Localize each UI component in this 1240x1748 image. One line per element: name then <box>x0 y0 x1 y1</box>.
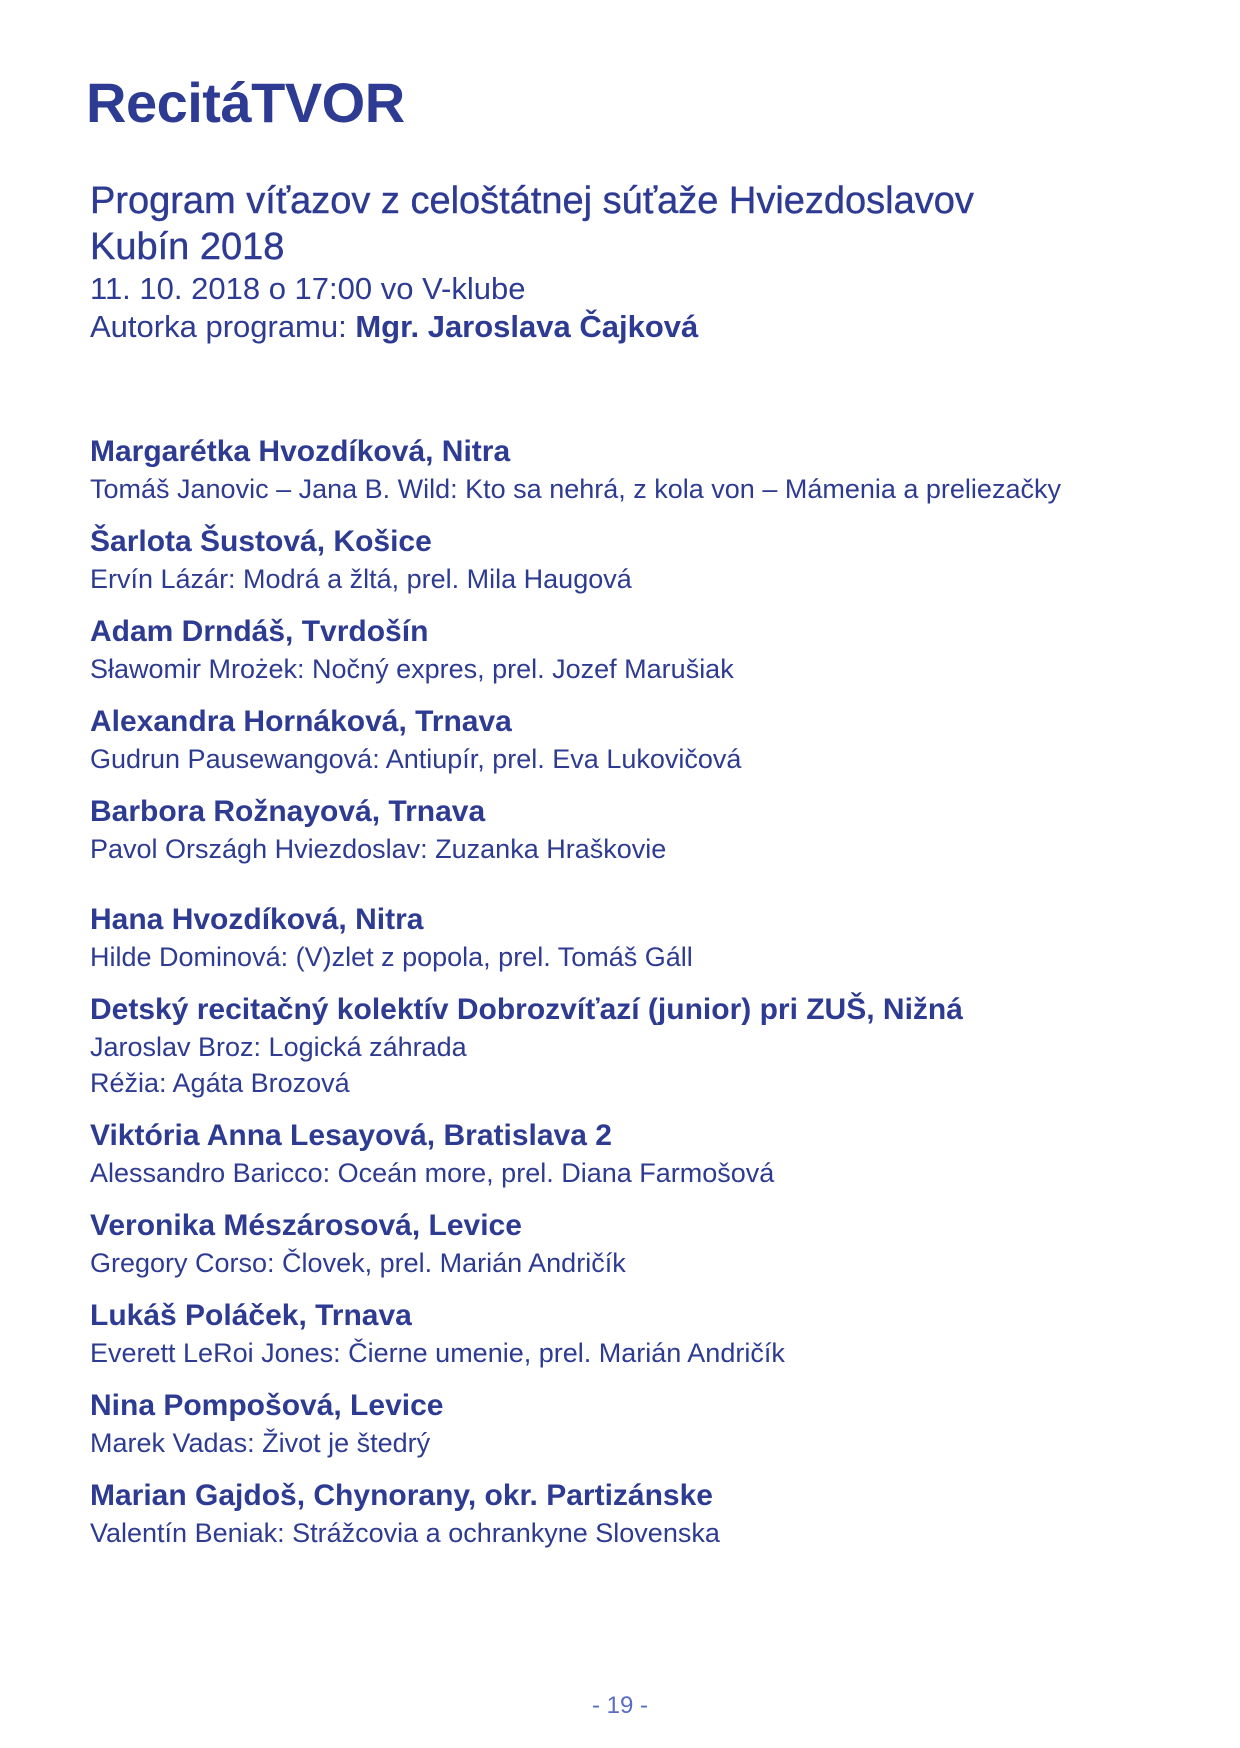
performer-entry <box>90 793 1210 867</box>
performer-name: Hana Hvozdíková, Nitra <box>90 903 424 936</box>
performer-entry <box>90 433 1210 507</box>
author-name: Mgr. Jaroslava Čajková <box>355 309 699 344</box>
performer-direction: Réžia: Agáta Brozová <box>90 1068 350 1098</box>
event-title-line-1: Program víťazov z celoštátnej súťaže Hviezdoslavov <box>90 180 974 222</box>
brand-title: RecitáTVOR <box>86 71 405 134</box>
performer-work: Everett LeRoi Jones: Čierne umenie, prel. Marián Andričík <box>90 1338 785 1368</box>
performer-work: Gregory Corso: Človek, prel. Marián Andričík <box>90 1248 626 1278</box>
performer-entry <box>90 901 1210 975</box>
performer-name: Marian Gajdoš, Chynorany, okr. Partizánske <box>90 1479 713 1512</box>
performer-name: Margarétka Hvozdíková, Nitra <box>90 435 511 468</box>
performer-name: Nina Pompošová, Levice <box>90 1389 444 1422</box>
performer-name: Alexandra Hornáková, Trnava <box>90 705 512 738</box>
performer-work: Marek Vadas: Život je štedrý <box>90 1428 431 1458</box>
performer-work: Alessandro Baricco: Oceán more, prel. Diana Farmošová <box>90 1158 775 1188</box>
performer-entry <box>90 703 1210 777</box>
performer-name: Detský recitačný kolektív Dobrozvíťazí (junior) pri ZUŠ, Nižná <box>90 993 963 1026</box>
performer-entry <box>90 1477 1210 1551</box>
performer-entry <box>90 1297 1210 1371</box>
performer-name: Lukáš Poláček, Trnava <box>90 1299 412 1332</box>
event-title-line-2: Kubín 2018 <box>90 226 285 268</box>
performer-entry <box>90 1387 1210 1461</box>
performer-work: Gudrun Pausewangová: Antiupír, prel. Eva Lukovičová <box>90 744 742 774</box>
event-header <box>90 178 1170 346</box>
performer-list <box>90 433 1210 1551</box>
performer-work: Pavol Országh Hviezdoslav: Zuzanka Hraškovie <box>90 834 667 864</box>
performer-name: Veronika Mészárosová, Levice <box>90 1209 522 1242</box>
performer-work: Tomáš Janovic – Jana B. Wild: Kto sa nehrá, z kola von – Mámenia a preliezačky <box>90 474 1061 504</box>
performer-entry <box>90 613 1210 687</box>
author-label: Autorka programu: <box>90 309 356 344</box>
performer-work: Hilde Dominová: (V)zlet z popola, prel. Tomáš Gáll <box>90 942 693 972</box>
performer-name: Barbora Rožnayová, Trnava <box>90 795 486 828</box>
performer-entry <box>90 991 1210 1101</box>
page-number: - 19 - <box>591 1692 648 1719</box>
performer-entry <box>90 1117 1210 1191</box>
performer-work: Valentín Beniak: Strážcovia a ochrankyne Slovenska <box>90 1518 720 1548</box>
performer-name: Adam Drndáš, Tvrdošín <box>90 615 429 648</box>
performer-work: Ervín Lázár: Modrá a žltá, prel. Mila Haugová <box>90 564 632 594</box>
performer-name: Šarlota Šustová, Košice <box>90 525 432 558</box>
performer-work: Sławomir Mrożek: Nočný expres, prel. Jozef Marušiak <box>90 654 734 684</box>
performer-name: Viktória Anna Lesayová, Bratislava 2 <box>90 1119 612 1152</box>
event-author <box>90 308 1170 346</box>
performer-entry <box>90 523 1210 597</box>
event-datetime: 11. 10. 2018 o 17:00 vo V-klube <box>90 271 526 306</box>
performer-work: Jaroslav Broz: Logická záhrada <box>90 1032 467 1062</box>
performer-entry <box>90 1207 1210 1281</box>
